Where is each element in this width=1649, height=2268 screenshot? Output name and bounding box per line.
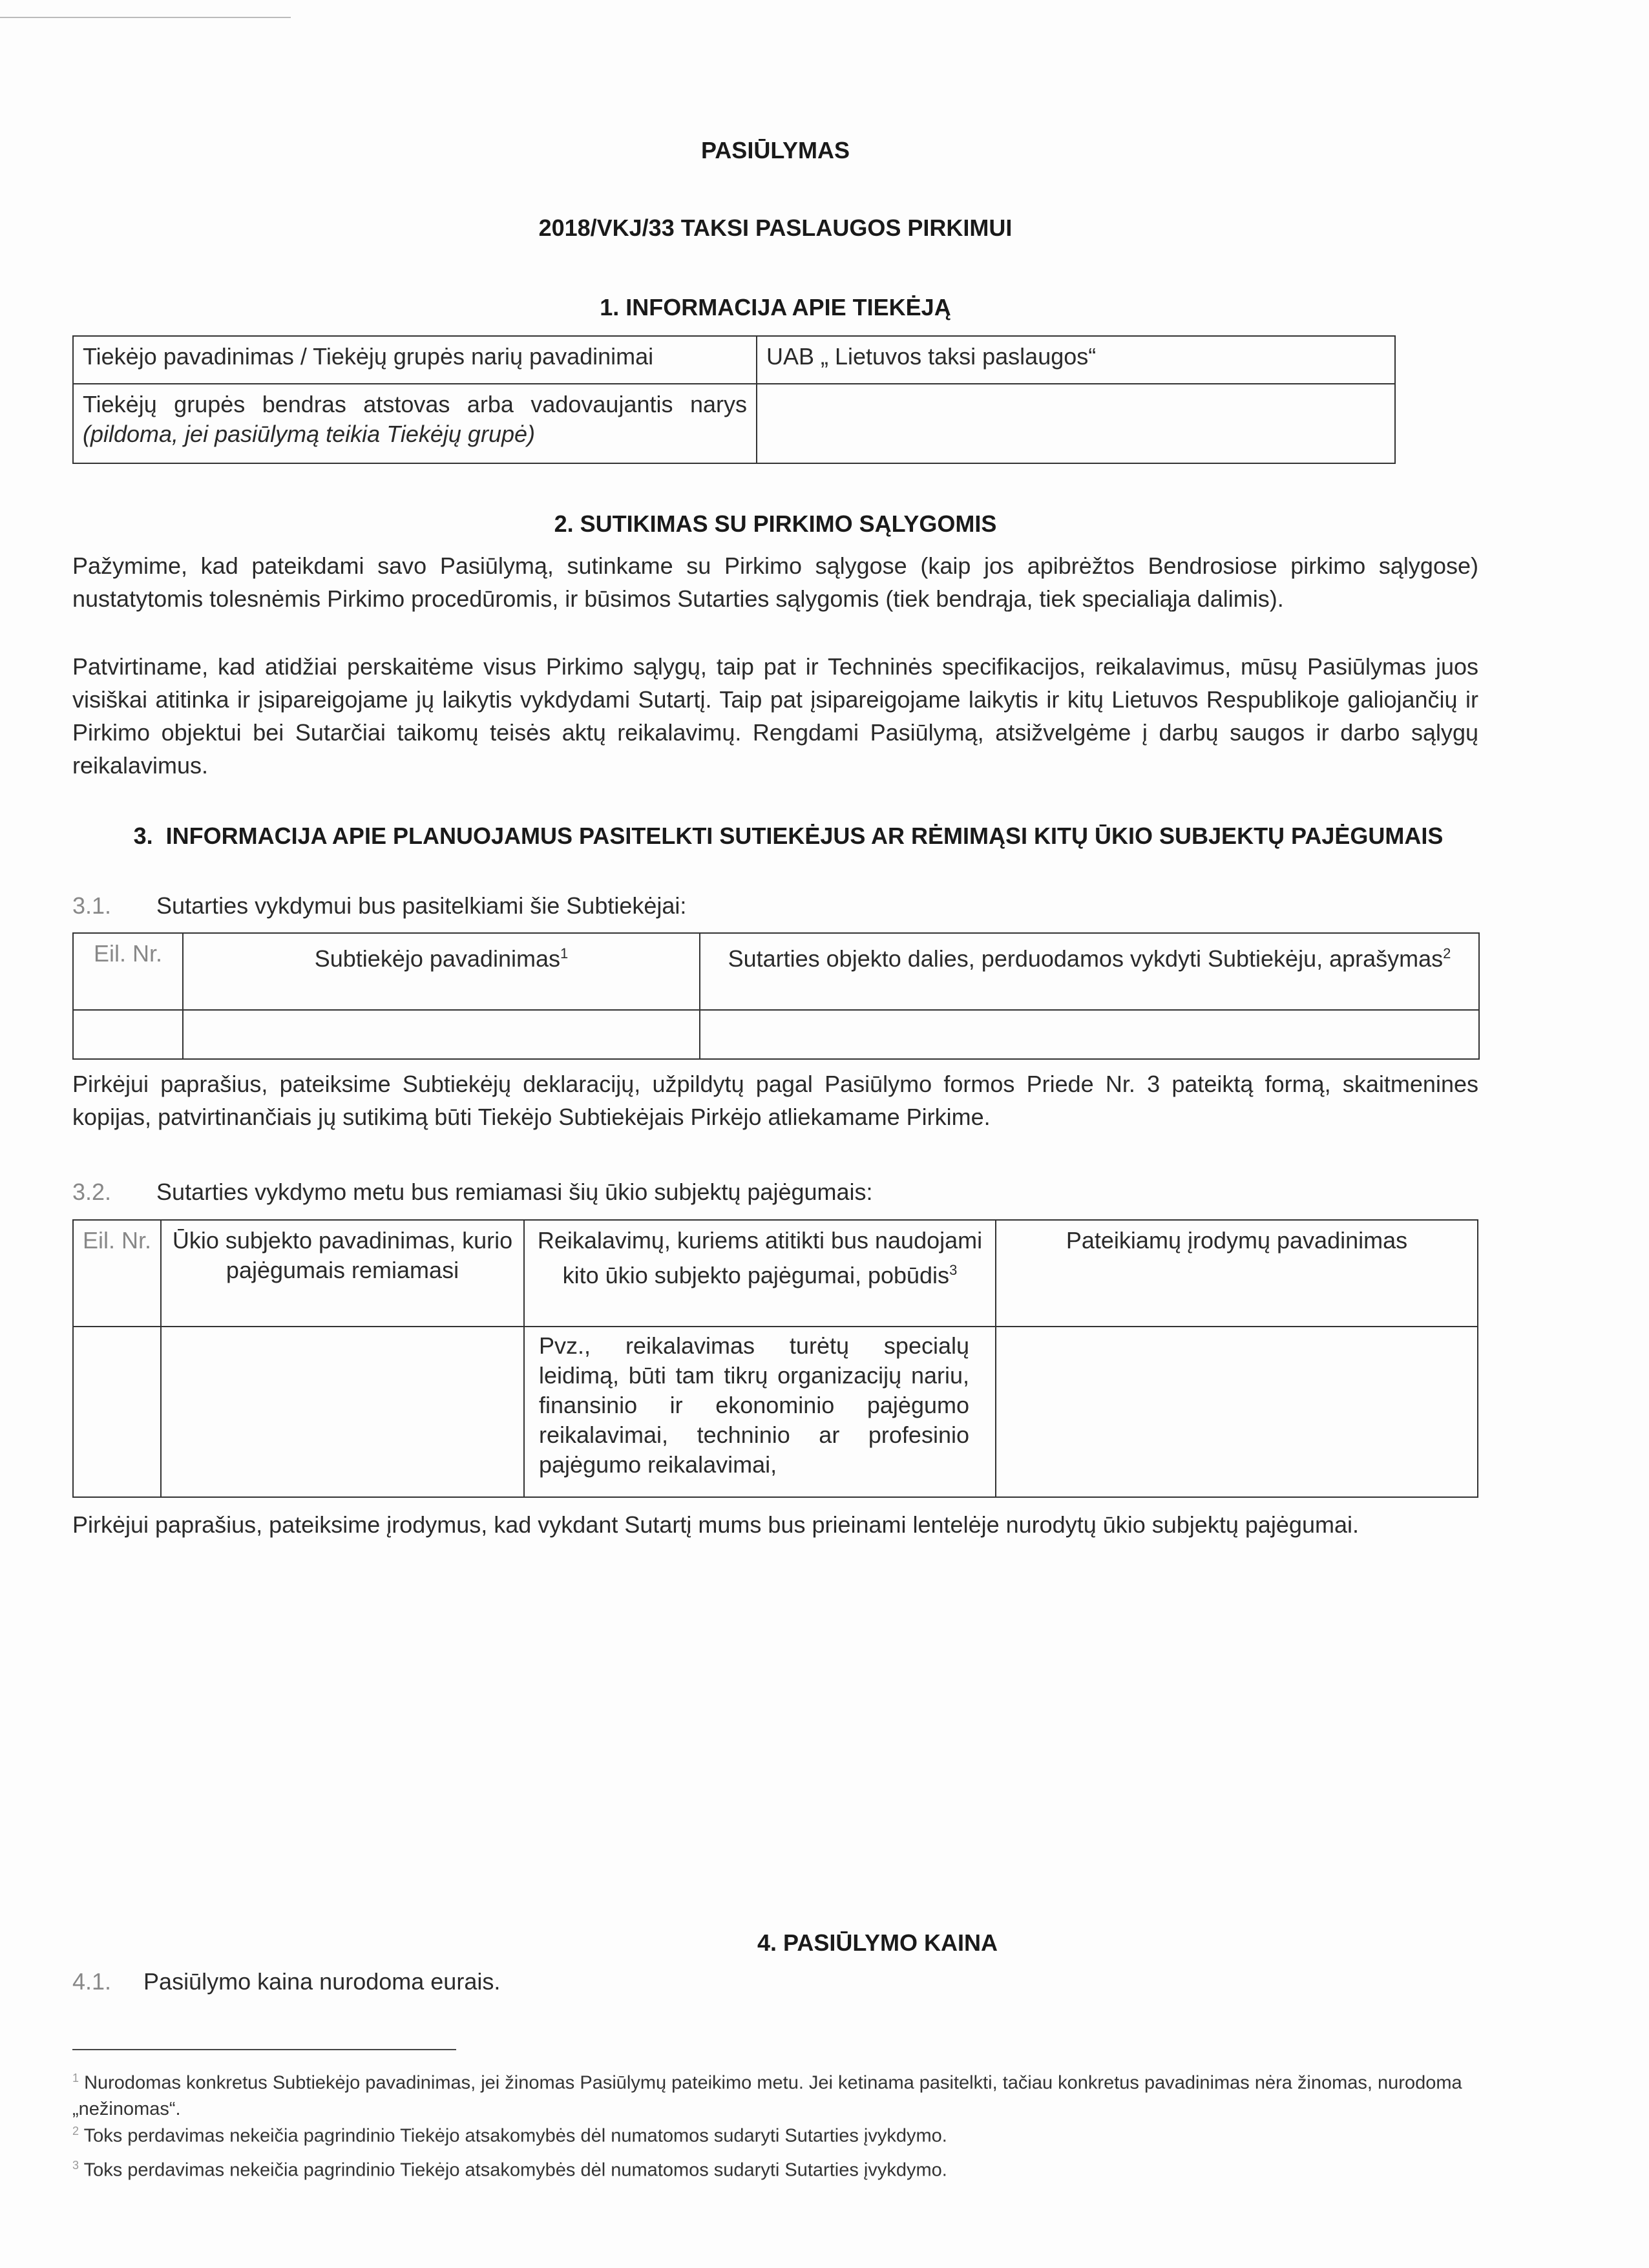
section1-heading: 1. INFORMACIJA APIE TIEKĖJĄ bbox=[600, 294, 951, 320]
footnote-3 bbox=[72, 2152, 1481, 2183]
footnote-1 bbox=[72, 2065, 1481, 2122]
table-row bbox=[73, 1010, 1479, 1059]
subsection-text: Sutarties vykdymo metu bus remiamasi šių ūkio subjektų pajėgumais: bbox=[156, 1179, 873, 1205]
header-text: Sutarties objekto dalies, perduodamos vykdyti Subtiekėju, aprašymas bbox=[728, 945, 1444, 972]
header-text: Subtiekėjo pavadinimas bbox=[314, 945, 560, 972]
subsection-4-1 bbox=[72, 1965, 1478, 1998]
supplier-name-label: Tiekėjo pavadinimas / Tiekėjų grupės narių pavadinimai bbox=[73, 336, 757, 384]
document-subtitle: 2018/VKJ/33 TAKSI PASLAUGOS PIRKIMUI bbox=[538, 215, 1013, 241]
scan-top-rule bbox=[0, 17, 291, 18]
section4-heading: 4. PASIŪLYMO KAINA bbox=[757, 1929, 998, 1956]
footnote-text: Toks perdavimas nekeičia pagrindinio Tiekėjo atsakomybės dėl numatomos sudaryti Sutarties įvykdymo. bbox=[83, 2159, 947, 2181]
header-requirements bbox=[524, 1220, 996, 1327]
capacities-evidence-note: Pirkėjui paprašius, pateiksime įrodymus, kad vykdant Sutartį mums bus prieinami lentelėje nurodytų ūkio subjektų pajėgumai. bbox=[72, 1511, 1359, 1538]
requirements-example: Pvz., reikalavimas turėtų specialų leidimą, būti tam tikrų organizacijų nariu, finansinio ir ekonominio pajėgumo reikalavimai, techninio ar profesinio pajėgumo reikalavimai, bbox=[524, 1327, 996, 1497]
empty-cell bbox=[996, 1327, 1478, 1497]
empty-cell bbox=[183, 1010, 700, 1059]
footnote-text: Nurodomas konkretus Subtiekėjo pavadinimas, jei žinomas Pasiūlymų pateikimo metu. Jei ketinama pasitelkti, tačiau konkretus pavadinimas nėra žinomas, nurodoma „nežinomas“. bbox=[72, 2072, 1462, 2119]
group-representative-value bbox=[757, 384, 1395, 463]
subsection-3-2 bbox=[72, 1175, 1478, 1208]
subsection-number: 3.1. bbox=[72, 892, 112, 919]
footnote-text: Toks perdavimas nekeičia pagrindinio Tiekėjo atsakomybės dėl numatomos sudaryti Sutarties įvykdymo. bbox=[83, 2125, 947, 2147]
heading-text: INFORMACIJA APIE PLANUOJAMUS PASITELKTI SUTIEKĖJUS AR RĖMIMĄSI KITŲ ŪKIO SUBJEKTŲ PAJĖGUMAIS bbox=[165, 823, 1444, 849]
supplier-info-table bbox=[72, 335, 1396, 464]
subsection-text: Sutarties vykdymui bus pasitelkiami šie Subtiekėjai: bbox=[156, 892, 687, 919]
capacities-table bbox=[72, 1219, 1478, 1498]
footnote-separator bbox=[72, 2049, 456, 2050]
footnote-2 bbox=[72, 2118, 1481, 2149]
subsection-text: Pasiūlymo kaina nurodoma eurais. bbox=[143, 1968, 501, 1995]
subsection-number: 3.2. bbox=[72, 1179, 112, 1205]
label-text: Tiekėjų grupės bendras atstovas arba vadovaujantis narys bbox=[83, 391, 747, 417]
subcontractor-declaration-note: Pirkėjui paprašius, pateiksime Subtiekėjų deklaracijų, užpildytų pagal Pasiūlymo formos Priede Nr. 3 pateiktą formą, skaitmenines kopijas, patvirtinančiais jų sutikimą būti Tiekėjo Subtiekėjais Pirkėjo atliekamame Pirkime. bbox=[72, 1071, 1478, 1130]
section2-heading: 2. SUTIKIMAS SU PIRKIMO SĄLYGOMIS bbox=[554, 510, 997, 537]
footnote-number: 1 bbox=[72, 2072, 79, 2084]
section3-heading bbox=[116, 819, 1460, 853]
label-note: (pildoma, jei pasiūlymą teikia Tiekėjų grupė) bbox=[83, 421, 535, 447]
footnote-number: 2 bbox=[72, 2125, 79, 2137]
footnote-ref: 2 bbox=[1443, 945, 1451, 961]
subsection-3-1 bbox=[72, 889, 1478, 922]
table-row bbox=[73, 1220, 1478, 1327]
table-row bbox=[73, 933, 1479, 1010]
table-row bbox=[73, 384, 1395, 463]
footnote-ref: 3 bbox=[949, 1262, 958, 1278]
header-text: Reikalavimų, kuriems atitikti bus naudojami kito ūkio subjekto pajėgumai, pobūdis bbox=[537, 1227, 983, 1288]
supplier-name-value: UAB „ Lietuvos taksi paslaugos“ bbox=[757, 336, 1395, 384]
group-representative-label bbox=[73, 384, 757, 463]
empty-cell bbox=[73, 1327, 161, 1497]
header-no: Eil. Nr. bbox=[73, 1220, 161, 1327]
footnote-ref: 1 bbox=[560, 945, 569, 961]
empty-cell bbox=[73, 1010, 183, 1059]
document-title: PASIŪLYMAS bbox=[700, 137, 850, 163]
header-entity-name: Ūkio subjekto pavadinimas, kurio pajėgumais remiamasi bbox=[161, 1220, 524, 1327]
table-row bbox=[73, 1327, 1478, 1497]
subcontractors-table bbox=[72, 932, 1480, 1060]
header-evidence: Pateikiamų įrodymų pavadinimas bbox=[996, 1220, 1478, 1327]
header-part-description bbox=[700, 933, 1479, 1010]
header-subcontractor-name bbox=[183, 933, 700, 1010]
empty-cell bbox=[161, 1327, 524, 1497]
section2-paragraph-2: Patvirtiname, kad atidžiai perskaitėme visus Pirkimo sąlygų, taip pat ir Techninės specifikacijos, reikalavimus, mūsų Pasiūlymas juos visiškai atitinka ir įsipareigojame jų laikytis vykdydami Sutartį. Taip pat įsipareigojame laikytis ir kitų Lietuvos Respublikoje galiojančių ir Pirkimo objektui bei Sutarčiai taikomų teisės aktų reikalavimų. Rengdami Pasiūlymą, atsižvelgėme į darbų saugos ir darbo sąlygų reikalavimus. bbox=[72, 653, 1478, 779]
table-row bbox=[73, 336, 1395, 384]
subsection-number: 4.1. bbox=[72, 1968, 112, 1995]
heading-number: 3. bbox=[133, 823, 153, 849]
footnote-number: 3 bbox=[72, 2159, 79, 2172]
header-no: Eil. Nr. bbox=[73, 933, 183, 1010]
empty-cell bbox=[700, 1010, 1479, 1059]
section2-paragraph-1: Pažymime, kad pateikdami savo Pasiūlymą, sutinkame su Pirkimo sąlygose (kaip jos apibrėžtos Bendrosiose pirkimo sąlygose) nustatytomis tolesnėmis Pirkimo procedūromis, ir būsimos Sutarties sąlygomis (tiek bendrąja, tiek specialiąja dalimis). bbox=[72, 552, 1478, 612]
